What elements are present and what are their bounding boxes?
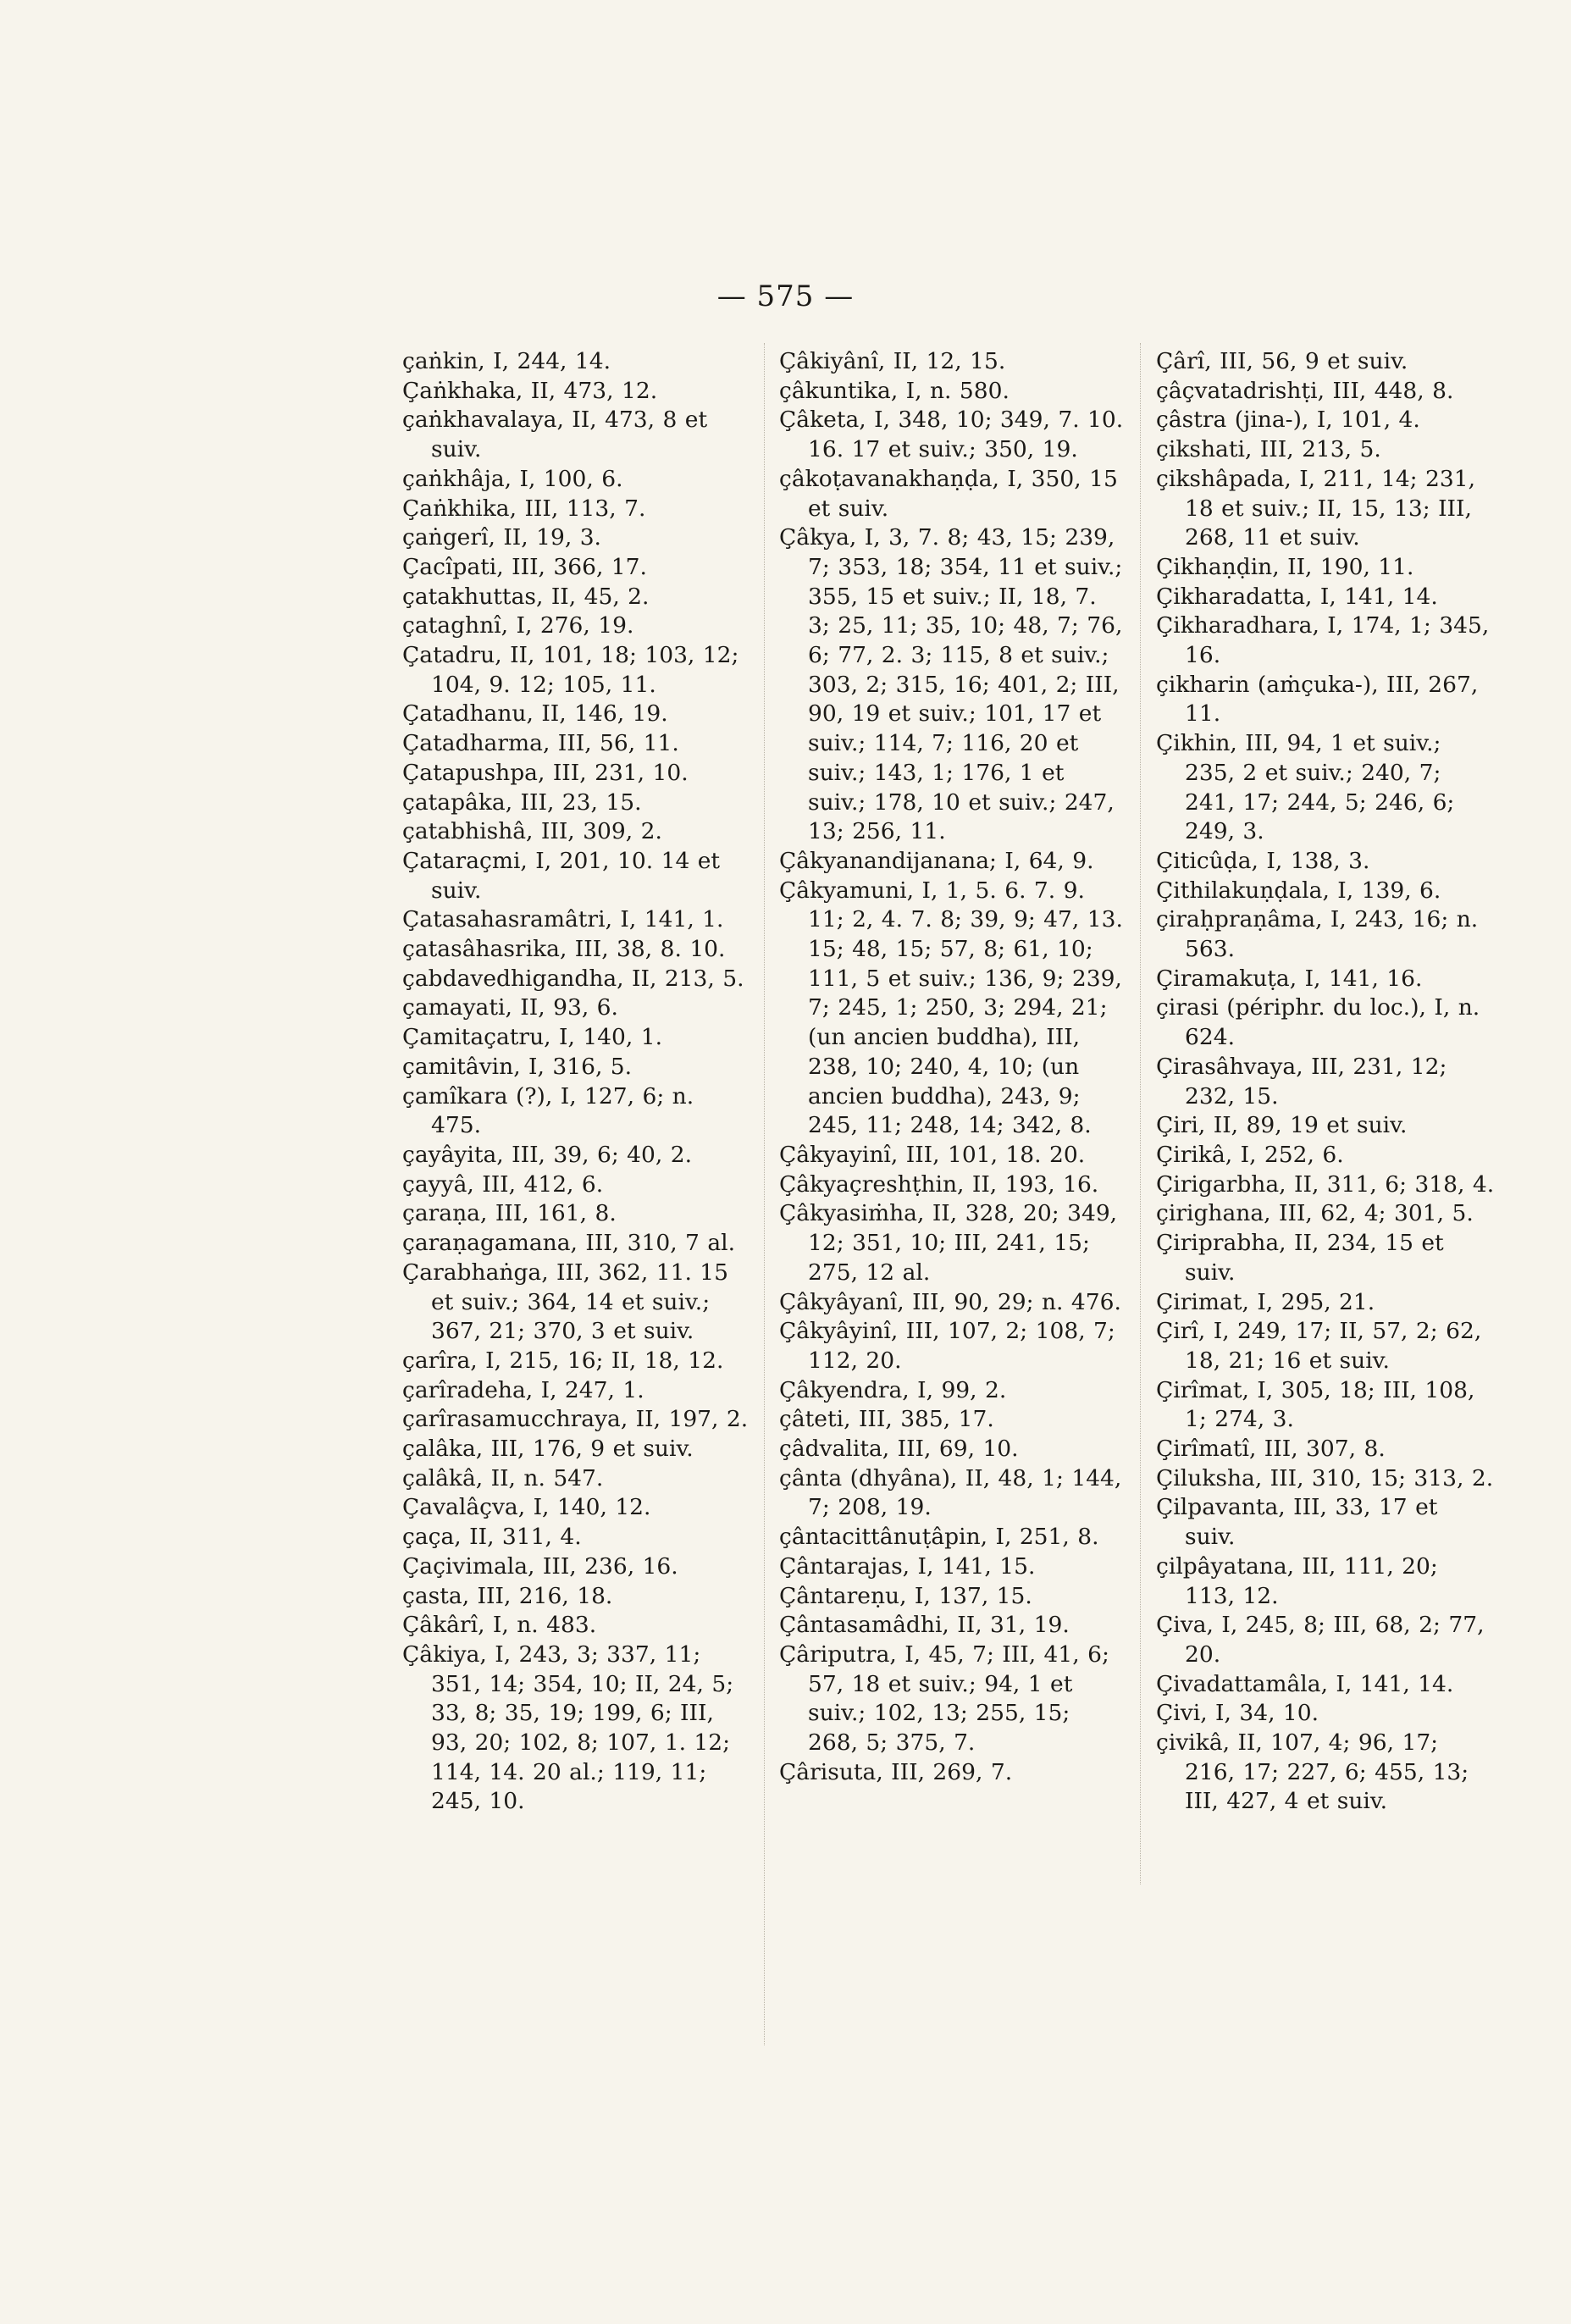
column-divider bbox=[764, 343, 765, 2045]
index-entry: Çirasâhvaya, III, 231, 12; 232, 15. bbox=[1156, 1053, 1447, 1109]
index-entry: Çirî, I, 249, 17; II, 57, 2; 62, 18, 21; 16 et suiv. bbox=[1156, 1318, 1482, 1374]
index-entry: Çirîmat, I, 305, 18; III, 108, 1; 274, 3. bbox=[1156, 1376, 1475, 1433]
index-entry: Çirîmatî, III, 307, 8. bbox=[1156, 1436, 1386, 1463]
index-entry: Çântareṇu, I, 137, 15. bbox=[779, 1582, 1032, 1609]
index-entry: Çikharadatta, I, 141, 14. bbox=[1156, 583, 1438, 610]
index-entry: Çârî, III, 56, 9 et suiv. bbox=[1156, 348, 1408, 374]
index-entry: çarîradeha, I, 247, 1. bbox=[402, 1376, 644, 1403]
index-entry: Çikhaṇḍin, II, 190, 11. bbox=[1156, 553, 1414, 580]
index-entry: Çirikâ, I, 252, 6. bbox=[1156, 1141, 1344, 1168]
index-entry: Çivadattamâla, I, 141, 14. bbox=[1156, 1670, 1454, 1697]
index-entry: çaṅgerî, II, 19, 3. bbox=[402, 524, 601, 551]
index-entry: çiraḥpraṇâma, I, 243, 16; n. 563. bbox=[1156, 906, 1479, 963]
index-entry: çamîkara (?), I, 127, 6; n. 475. bbox=[402, 1082, 694, 1139]
index-entry: çamitâvin, I, 316, 5. bbox=[402, 1053, 633, 1080]
index-entry: çabdavedhigandha, II, 213, 5. bbox=[402, 965, 744, 992]
index-entry: çirighana, III, 62, 4; 301, 5. bbox=[1156, 1200, 1474, 1227]
index-entry: Çikhin, III, 94, 1 et suiv.; 235, 2 et suiv.; 240, 7; 241, 17; 244, 5; 246, 6; 249, 3. bbox=[1156, 730, 1455, 845]
index-entry: Çâkyendra, I, 99, 2. bbox=[779, 1376, 1007, 1403]
index-entry: çirasi (périphr. du loc.), I, n. 624. bbox=[1156, 994, 1480, 1051]
index-entry: Çiluksha, III, 310, 15; 313, 2. bbox=[1156, 1464, 1494, 1491]
index-entry: Çântarajas, I, 141, 15. bbox=[779, 1552, 1036, 1580]
index-entry: çalâka, III, 176, 9 et suiv. bbox=[402, 1436, 694, 1463]
index-entry: çântacittânuṭâpin, I, 251, 8. bbox=[779, 1524, 1099, 1551]
index-entry: Çatasahasramâtri, I, 141, 1. bbox=[402, 906, 724, 933]
index-entry: Çiva, I, 245, 8; III, 68, 2; 77, 20. bbox=[1156, 1612, 1485, 1668]
index-column-1 bbox=[402, 347, 751, 1817]
index-entry: çâkoṭavanakhaṇḍa, I, 350, 15 et suiv. bbox=[779, 465, 1118, 522]
page-number: — 575 — bbox=[716, 279, 855, 313]
index-entry: Çiri, II, 89, 19 et suiv. bbox=[1156, 1112, 1408, 1139]
index-entry: çivikâ, II, 107, 4; 96, 17; 216, 17; 227, 6; 455, 13; III, 427, 4 et suiv. bbox=[1156, 1729, 1469, 1815]
index-entry: Çarabhaṅga, III, 362, 11. 15 et suiv.; 364, 14 et suiv.; 367, 21; 370, 3 et suiv. bbox=[402, 1259, 729, 1345]
index-entry: Çilpavanta, III, 33, 17 et suiv. bbox=[1156, 1494, 1438, 1551]
index-entry: çâteti, III, 385, 17. bbox=[779, 1406, 994, 1433]
index-entry: Çiriprabha, II, 234, 15 et suiv. bbox=[1156, 1230, 1444, 1286]
index-column-2 bbox=[779, 347, 1125, 1787]
index-entry: çânta (dhyâna), II, 48, 1; 144, 7; 208, 19. bbox=[779, 1464, 1122, 1521]
index-entry: Çiramakuṭa, I, 141, 16. bbox=[1156, 965, 1423, 992]
index-entry: Çâkyaçreshṭhin, II, 193, 16. bbox=[779, 1170, 1099, 1198]
index-entry: Çâketa, I, 348, 10; 349, 7. 10. 16. 17 et suiv.; 350, 19. bbox=[779, 407, 1124, 463]
index-entry: çâstra (jina-), I, 101, 4. bbox=[1156, 407, 1420, 434]
index-entry: Çaṅkhika, III, 113, 7. bbox=[402, 495, 646, 522]
index-entry: Çâkârî, I, n. 483. bbox=[402, 1612, 597, 1639]
index-entry: Çirigarbha, II, 311, 6; 318, 4. bbox=[1156, 1170, 1495, 1198]
index-entry: çarîrasamucchraya, II, 197, 2. bbox=[402, 1406, 749, 1433]
index-entry: çatapâka, III, 23, 15. bbox=[402, 788, 642, 816]
index-entry: çalâkâ, II, n. 547. bbox=[402, 1464, 604, 1491]
index-entry: Çârisuta, III, 269, 7. bbox=[779, 1758, 1013, 1785]
index-entry: Çâkyanandijanana; I, 64, 9. bbox=[779, 847, 1094, 874]
index-entry: Çikharadhara, I, 174, 1; 345, 16. bbox=[1156, 612, 1490, 669]
index-entry: Çâkyâyanî, III, 90, 29; n. 476. bbox=[779, 1288, 1121, 1315]
index-entry: çaraṇa, III, 161, 8. bbox=[402, 1200, 617, 1227]
index-entry: çikshâpada, I, 211, 14; 231, 18 et suiv.; II, 15, 13; III, 268, 11 et suiv. bbox=[1156, 465, 1476, 551]
index-entry: Çaṅkhaka, II, 473, 12. bbox=[402, 377, 658, 404]
index-entry: çilpâyatana, III, 111, 20; 113, 12. bbox=[1156, 1552, 1438, 1609]
index-entry: çaṅkhavalaya, II, 473, 8 et suiv. bbox=[402, 407, 708, 463]
index-entry: Çaçivimala, III, 236, 16. bbox=[402, 1552, 678, 1580]
index-entry: çikshati, III, 213, 5. bbox=[1156, 436, 1381, 463]
index-entry: çataghnî, I, 276, 19. bbox=[402, 612, 634, 639]
index-entry: çasta, III, 216, 18. bbox=[402, 1582, 613, 1609]
index-entry: Çatadhanu, II, 146, 19. bbox=[402, 700, 668, 728]
index-entry: çaça, II, 311, 4. bbox=[402, 1524, 582, 1551]
index-entry: Çâriputra, I, 45, 7; III, 41, 6; 57, 18 et suiv.; 94, 1 et suiv.; 102, 13; 255, 15; 268, 5; 375, 7. bbox=[779, 1641, 1109, 1757]
index-entry: Çâkyâyinî, III, 107, 2; 108, 7; 112, 20. bbox=[779, 1318, 1115, 1374]
index-entry: Çithilakuṇḍala, I, 139, 6. bbox=[1156, 877, 1441, 904]
index-entry: çikharin (aṁçuka-), III, 267, 11. bbox=[1156, 671, 1479, 728]
index-entry: Çavalâçva, I, 140, 12. bbox=[402, 1494, 651, 1521]
index-entry: çaraṇagamana, III, 310, 7 al. bbox=[402, 1230, 736, 1257]
index-entry: Çatapushpa, III, 231, 10. bbox=[402, 759, 689, 786]
index-entry: çaṅkhâja, I, 100, 6. bbox=[402, 465, 623, 492]
index-entry: çâçvatadrishṭi, III, 448, 8. bbox=[1156, 377, 1454, 404]
index-entry: çarîra, I, 215, 16; II, 18, 12. bbox=[402, 1347, 724, 1374]
index-entry: Çataraçmi, I, 201, 10. 14 et suiv. bbox=[402, 847, 721, 904]
index-entry: Çâkya, I, 3, 7. 8; 43, 15; 239, 7; 353, 18; 354, 11 et suiv.; 355, 15 et suiv.; II, 18, 7. 3; 25, 11; 35, 10; 48, 7; 76, 6; 77, 2. 3; 115, 8 et suiv.; 303, 2; 315, 16; 401, 2; III, 90, 19 et suiv.; 101, 17 et suiv.; 114, 7; 116, 20 et suiv.; 143, 1; 176, 1 et suiv.; 178, 10 et suiv.; 247, 13; 256, 11. bbox=[779, 524, 1123, 845]
index-entry: Çâkiya, I, 243, 3; 337, 11; 351, 14; 354, 10; II, 24, 5; 33, 8; 35, 19; 199, 6; III, 93, 20; 102, 8; 107, 1. 12; 114, 14. 20 al.; 119, 11; 245, 10. bbox=[402, 1641, 734, 1815]
index-entry: Çamitaçatru, I, 140, 1. bbox=[402, 1024, 663, 1051]
index-entry: çaṅkin, I, 244, 14. bbox=[402, 348, 611, 374]
index-entry: Çivi, I, 34, 10. bbox=[1156, 1700, 1319, 1727]
index-entry: çatabhishâ, III, 309, 2. bbox=[402, 818, 662, 845]
index-entry: Çatadru, II, 101, 18; 103, 12; 104, 9. 12; 105, 11. bbox=[402, 642, 739, 698]
index-entry: çatakhuttas, II, 45, 2. bbox=[402, 583, 650, 610]
column-divider bbox=[1140, 343, 1141, 1884]
index-column-3 bbox=[1156, 347, 1495, 1817]
index-entry: çâdvalita, III, 69, 10. bbox=[779, 1436, 1019, 1463]
index-entry: çayâyita, III, 39, 6; 40, 2. bbox=[402, 1141, 693, 1168]
index-entry: Çâkyamuni, I, 1, 5. 6. 7. 9. 11; 2, 4. 7. 8; 39, 9; 47, 13. 15; 48, 15; 57, 8; 61, 10; 111, 5 et suiv.; 136, 9; 239, 7; 245, 1; 250, 3; 294, 21; (un ancien buddha), III, 238, 10; 240, 4, 10; (un ancien buddha), 243, 9; 245, 11; 248, 14; 342, 8. bbox=[779, 877, 1123, 1139]
index-entry: Çiticûḍa, I, 138, 3. bbox=[1156, 847, 1370, 874]
index-entry: Çâkyayinî, III, 101, 18. 20. bbox=[779, 1141, 1086, 1168]
index-entry: Çâkyasiṁha, II, 328, 20; 349, 12; 351, 10; III, 241, 15; 275, 12 al. bbox=[779, 1200, 1118, 1286]
index-entry: çamayati, II, 93, 6. bbox=[402, 994, 618, 1021]
index-entry: çayyâ, III, 412, 6. bbox=[402, 1170, 604, 1198]
index-entry: Çântasamâdhi, II, 31, 19. bbox=[779, 1612, 1070, 1639]
index-entry: çatasâhasrika, III, 38, 8. 10. bbox=[402, 936, 726, 963]
index-entry: Çirimat, I, 295, 21. bbox=[1156, 1288, 1375, 1315]
index-entry: çâkuntika, I, n. 580. bbox=[779, 377, 1010, 404]
index-entry: Çâkiyânî, II, 12, 15. bbox=[779, 348, 1006, 374]
index-entry: Çacîpati, III, 366, 17. bbox=[402, 553, 647, 580]
index-entry: Çatadharma, III, 56, 11. bbox=[402, 730, 679, 757]
